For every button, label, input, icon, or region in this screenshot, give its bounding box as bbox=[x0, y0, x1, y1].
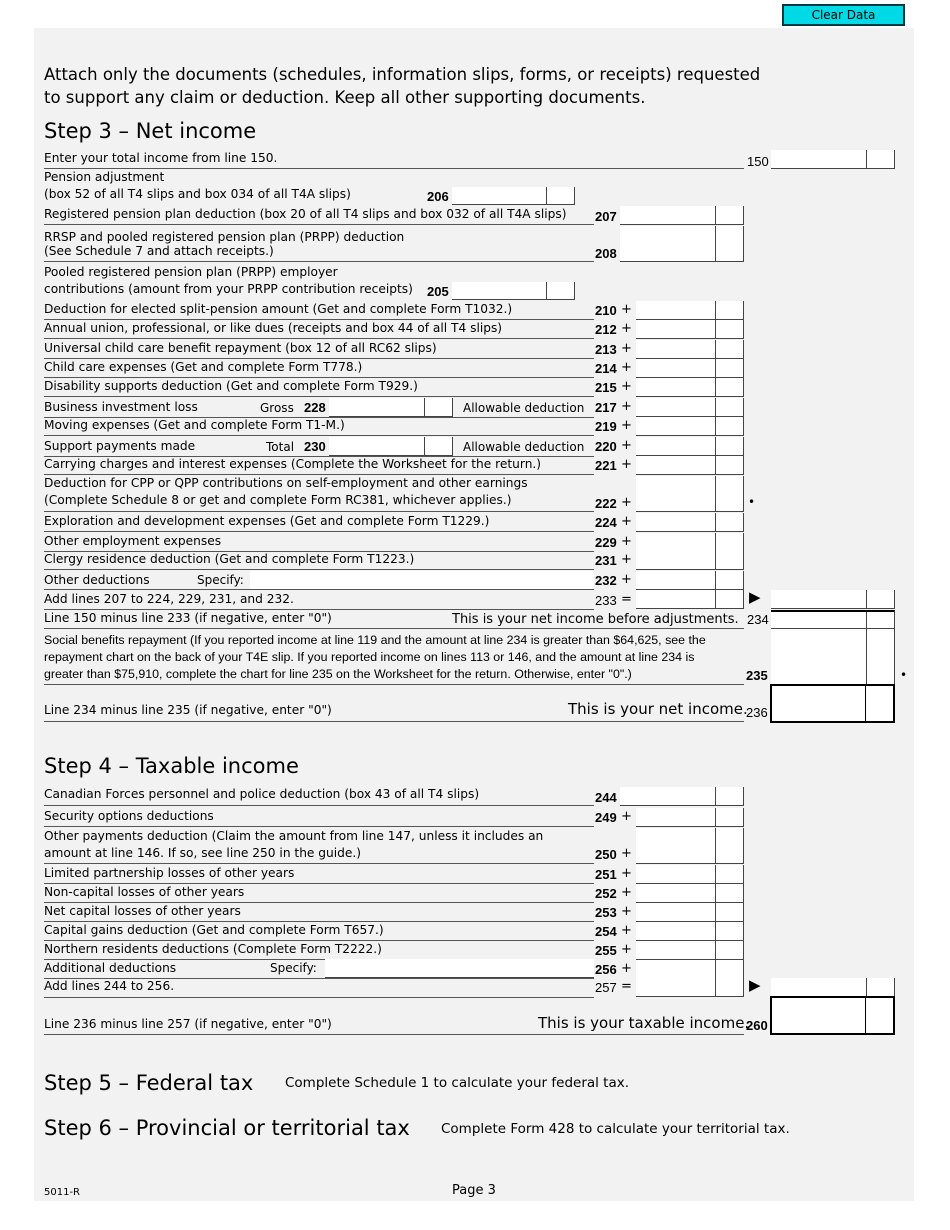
row-rule bbox=[44, 721, 744, 722]
cents-cell[interactable] bbox=[865, 998, 893, 1033]
line-224-input[interactable] bbox=[636, 513, 744, 532]
line-235-label-2: repayment chart on the back of your T4E slip. If you reported income on lines 113 or 146, and the amount at line 234 is bbox=[44, 650, 695, 664]
plus-sign: + bbox=[621, 923, 632, 938]
line-221-input[interactable] bbox=[636, 456, 744, 475]
equals-sign: = bbox=[621, 592, 632, 607]
line-252-code: 252 bbox=[595, 886, 617, 901]
cents-cell[interactable] bbox=[715, 456, 743, 474]
plus-sign: + bbox=[621, 514, 632, 529]
cents-cell[interactable] bbox=[715, 533, 743, 551]
line-257-code: 257 bbox=[595, 980, 617, 995]
line-222-input[interactable] bbox=[636, 476, 744, 512]
line-236-result: This is your net income. bbox=[568, 700, 748, 718]
plus-sign: + bbox=[621, 438, 632, 453]
cents-cell[interactable] bbox=[715, 978, 743, 996]
cents-cell[interactable] bbox=[866, 612, 894, 628]
cents-cell[interactable] bbox=[715, 903, 743, 921]
line-207-code: 207 bbox=[595, 209, 617, 224]
allowable-deduction-label: Allowable deduction bbox=[463, 401, 585, 415]
line-233-code: 233 bbox=[595, 593, 617, 608]
cents-cell[interactable] bbox=[866, 150, 894, 168]
line-260-code: 260 bbox=[746, 1018, 768, 1033]
row-rule bbox=[44, 589, 594, 590]
row-rule bbox=[44, 531, 594, 532]
step5-text: Complete Schedule 1 to calculate your federal tax. bbox=[285, 1075, 630, 1091]
line-249-input[interactable] bbox=[636, 808, 744, 827]
plus-sign: + bbox=[621, 399, 632, 414]
cents-cell[interactable] bbox=[865, 686, 893, 721]
line-221-code: 221 bbox=[595, 458, 617, 473]
plus-sign: + bbox=[621, 457, 632, 472]
specify-label: Specify: bbox=[197, 573, 244, 587]
line-231-code: 231 bbox=[595, 553, 617, 568]
cents-cell[interactable] bbox=[715, 828, 743, 863]
line-235-label-3: greater than $75,910, complete the chart for line 235 on the Worksheet for the return. Otherwise, enter "0".) bbox=[44, 667, 632, 681]
line-236-label: Line 234 minus line 235 (if negative, enter "0") bbox=[44, 703, 332, 717]
cents-cell[interactable] bbox=[424, 398, 452, 416]
specify-label: Specify: bbox=[270, 961, 317, 975]
line-212-label: Annual union, professional, or like dues (receipts and box 44 of all T4 slips) bbox=[44, 321, 503, 335]
line-254-input[interactable] bbox=[636, 922, 744, 941]
line-229-input[interactable] bbox=[636, 533, 744, 552]
cents-cell[interactable] bbox=[866, 590, 894, 608]
line-212-input[interactable] bbox=[636, 320, 744, 339]
plus-sign: + bbox=[621, 495, 632, 510]
line-255-code: 255 bbox=[595, 943, 617, 958]
line-260-input[interactable] bbox=[770, 996, 895, 1035]
line-219-code: 219 bbox=[595, 419, 617, 434]
line-214-label: Child care expenses (Get and complete Form T778.) bbox=[44, 360, 363, 374]
line-256-input[interactable] bbox=[636, 960, 744, 979]
line-232-specify-input[interactable] bbox=[250, 571, 594, 590]
line-222-label-1: Deduction for CPP or QPP contributions on self-employment and other earnings bbox=[44, 476, 528, 490]
line-208-code: 208 bbox=[595, 246, 617, 261]
cents-cell[interactable] bbox=[715, 808, 743, 826]
line-213-code: 213 bbox=[595, 342, 617, 357]
cents-cell[interactable] bbox=[715, 359, 743, 377]
line-234-code: 234 bbox=[747, 612, 769, 627]
line-234-label: Line 150 minus line 233 (if negative, enter "0") bbox=[44, 611, 332, 625]
line-255-input[interactable] bbox=[636, 941, 744, 960]
line-254-code: 254 bbox=[595, 924, 617, 939]
line-207-label: Registered pension plan deduction (box 20 of all T4 slips and box 032 of all T4A slips) bbox=[44, 207, 567, 221]
intro-line-1: Attach only the documents (schedules, information slips, forms, or receipts) requested bbox=[44, 65, 761, 84]
line-232-input[interactable] bbox=[636, 571, 744, 590]
cents-cell[interactable] bbox=[715, 398, 743, 416]
line-235-code: 235 bbox=[746, 668, 768, 683]
line-244-input[interactable] bbox=[620, 787, 744, 806]
plus-sign: + bbox=[621, 942, 632, 957]
line-244-label: Canadian Forces personnel and police deduction (box 43 of all T4 slips) bbox=[44, 787, 480, 801]
line-206-label-1: Pension adjustment bbox=[44, 170, 165, 184]
line-257-input[interactable] bbox=[636, 978, 744, 997]
row-rule bbox=[44, 684, 744, 685]
line-252-label: Non-capital losses of other years bbox=[44, 885, 245, 899]
line-253-label: Net capital losses of other years bbox=[44, 904, 241, 918]
line-256-specify-input[interactable] bbox=[325, 959, 594, 978]
line-251-code: 251 bbox=[595, 867, 617, 882]
line-250-input[interactable] bbox=[636, 828, 744, 864]
form-number: 5011-R bbox=[44, 1187, 81, 1198]
plus-sign: + bbox=[621, 866, 632, 881]
line-255-label: Northern residents deductions (Complete Form T2222.) bbox=[44, 942, 382, 956]
plus-sign: + bbox=[621, 321, 632, 336]
line-213-input[interactable] bbox=[636, 340, 744, 359]
step3-title: Step 3 – Net income bbox=[44, 119, 257, 143]
cents-cell[interactable] bbox=[715, 922, 743, 940]
line-234-input[interactable] bbox=[771, 610, 895, 629]
line-215-label: Disability supports deduction (Get and complete Form T929.) bbox=[44, 379, 418, 393]
cents-cell[interactable] bbox=[715, 226, 743, 261]
line-250-label-1: Other payments deduction (Claim the amount from line 147, unless it includes an bbox=[44, 829, 544, 843]
row-rule bbox=[44, 224, 594, 225]
line-219-input[interactable] bbox=[636, 417, 744, 436]
line-231-label: Clergy residence deduction (Get and complete Form T1223.) bbox=[44, 552, 415, 566]
cents-cell[interactable] bbox=[715, 590, 743, 608]
line-260-label: Line 236 minus line 257 (if negative, enter "0") bbox=[44, 1017, 332, 1031]
line-251-input[interactable] bbox=[636, 865, 744, 884]
line-206-input[interactable] bbox=[452, 187, 575, 205]
line-228-code: 228 bbox=[304, 400, 326, 415]
line-256-label: Additional deductions bbox=[44, 961, 177, 975]
line-220-label: Support payments made bbox=[44, 439, 196, 453]
clear-data-button[interactable]: Clear Data bbox=[782, 4, 905, 26]
plus-sign: + bbox=[621, 846, 632, 861]
line-210-input[interactable] bbox=[636, 301, 744, 320]
line-222-label-2: (Complete Schedule 8 or get and complete Form RC381, whichever applies.) bbox=[44, 493, 512, 507]
line-232-code: 232 bbox=[595, 573, 617, 588]
cents-cell[interactable] bbox=[715, 941, 743, 959]
plus-sign: + bbox=[621, 302, 632, 317]
line-205-label-2: contributions (amount from your PRPP contribution receipts) bbox=[44, 282, 413, 296]
line-210-code: 210 bbox=[595, 303, 617, 318]
cents-cell[interactable] bbox=[715, 571, 743, 589]
line-217-input[interactable] bbox=[636, 398, 744, 417]
cents-cell[interactable] bbox=[715, 437, 743, 455]
line-232-label: Other deductions bbox=[44, 573, 150, 587]
cents-cell[interactable] bbox=[546, 282, 574, 299]
row-rule bbox=[44, 338, 594, 339]
plus-sign: + bbox=[621, 341, 632, 356]
line-229-label: Other employment expenses bbox=[44, 534, 222, 548]
row-rule bbox=[44, 826, 594, 827]
line-212-code: 212 bbox=[595, 322, 617, 337]
line-252-input[interactable] bbox=[636, 884, 744, 903]
line-251-label: Limited partnership losses of other years bbox=[44, 866, 295, 880]
line-230-input[interactable] bbox=[329, 437, 453, 456]
line-253-code: 253 bbox=[595, 905, 617, 920]
step6-text: Complete Form 428 to calculate your territorial tax. bbox=[441, 1121, 790, 1137]
line-217-label: Business investment loss bbox=[44, 400, 198, 414]
cents-cell[interactable] bbox=[424, 437, 452, 455]
intro-line-2: to support any claim or deduction. Keep all other supporting documents. bbox=[44, 88, 646, 107]
bullet-marker: • bbox=[748, 495, 756, 509]
line-257-label: Add lines 244 to 256. bbox=[44, 979, 175, 993]
cents-cell[interactable] bbox=[715, 340, 743, 358]
equals-sign: = bbox=[621, 979, 632, 994]
row-rule bbox=[44, 1034, 744, 1035]
plus-sign: + bbox=[621, 379, 632, 394]
line-208-label-1: RRSP and pooled registered pension plan (PRPP) deduction bbox=[44, 230, 405, 244]
row-rule bbox=[44, 511, 594, 512]
line-220-input[interactable] bbox=[636, 437, 744, 456]
cents-cell[interactable] bbox=[715, 417, 743, 435]
line-260-result: This is your taxable income. bbox=[538, 1014, 750, 1032]
line-257-carry-input[interactable] bbox=[771, 978, 895, 997]
cents-cell[interactable] bbox=[715, 884, 743, 902]
line-205-input[interactable] bbox=[452, 282, 575, 300]
line-231-input[interactable] bbox=[636, 551, 744, 570]
line-249-label: Security options deductions bbox=[44, 809, 214, 823]
line-215-input[interactable] bbox=[636, 378, 744, 397]
line-206-code: 206 bbox=[427, 189, 449, 204]
cents-cell[interactable] bbox=[715, 206, 743, 224]
line-208-label-2: (See Schedule 7 and attach receipts.) bbox=[44, 244, 274, 258]
line-215-code: 215 bbox=[595, 380, 617, 395]
cents-cell[interactable] bbox=[715, 301, 743, 319]
plus-sign: + bbox=[621, 552, 632, 567]
plus-sign: + bbox=[621, 572, 632, 587]
cents-cell[interactable] bbox=[546, 187, 574, 204]
line-224-code: 224 bbox=[595, 515, 617, 530]
line-206-label-2: (box 52 of all T4 slips and box 034 of all T4A slips) bbox=[44, 187, 351, 201]
step6-title: Step 6 – Provincial or territorial tax bbox=[44, 1116, 410, 1140]
line-150-label: Enter your total income from line 150. bbox=[44, 151, 278, 165]
plus-sign: + bbox=[621, 418, 632, 433]
line-150-input[interactable] bbox=[771, 150, 895, 169]
line-230-code: 230 bbox=[304, 439, 326, 454]
cents-cell[interactable] bbox=[715, 513, 743, 531]
bullet-marker: • bbox=[900, 668, 908, 682]
row-rule bbox=[44, 435, 594, 436]
arrow-right-icon: ▶ bbox=[749, 976, 761, 994]
step4-title: Step 4 – Taxable income bbox=[44, 754, 299, 778]
line-213-label: Universal child care benefit repayment (box 12 of all RC62 slips) bbox=[44, 341, 437, 355]
row-rule bbox=[44, 863, 594, 864]
plus-sign: + bbox=[621, 885, 632, 900]
plus-sign: + bbox=[621, 534, 632, 549]
line-217-code: 217 bbox=[595, 400, 617, 415]
row-rule bbox=[44, 396, 594, 397]
line-235-input[interactable] bbox=[771, 629, 895, 685]
cents-cell[interactable] bbox=[715, 865, 743, 883]
line-256-code: 256 bbox=[595, 962, 617, 977]
arrow-right-icon: ▶ bbox=[749, 588, 761, 606]
line-207-input[interactable] bbox=[620, 206, 744, 225]
line-236-input[interactable] bbox=[770, 684, 895, 723]
line-205-code: 205 bbox=[427, 284, 449, 299]
gross-label: Gross bbox=[260, 401, 294, 415]
line-150-code: 150 bbox=[747, 154, 769, 169]
line-236-code: 236 bbox=[746, 705, 768, 720]
line-234-result: This is your net income before adjustments. bbox=[452, 612, 739, 627]
plus-sign: + bbox=[621, 961, 632, 976]
line-250-code: 250 bbox=[595, 847, 617, 862]
line-210-label: Deduction for elected split-pension amount (Get and complete Form T1032.) bbox=[44, 302, 513, 316]
cents-cell[interactable] bbox=[715, 960, 743, 978]
line-222-code: 222 bbox=[595, 496, 617, 511]
line-221-label: Carrying charges and interest expenses (Complete the Worksheet for the return.) bbox=[44, 457, 542, 471]
total-label: Total bbox=[266, 440, 295, 454]
line-205-label-1: Pooled registered pension plan (PRPP) employer bbox=[44, 265, 338, 279]
cents-cell[interactable] bbox=[715, 378, 743, 396]
intro-text bbox=[44, 63, 760, 109]
cents-cell[interactable] bbox=[866, 629, 894, 684]
cents-cell[interactable] bbox=[715, 476, 743, 511]
line-233-input[interactable] bbox=[636, 590, 744, 609]
line-235-label-1: Social benefits repayment (If you reported income at line 119 and the amount at line 234 is greater than $64,625, see the bbox=[44, 633, 706, 647]
line-208-input[interactable] bbox=[620, 226, 744, 262]
line-228-input[interactable] bbox=[329, 398, 453, 417]
row-rule bbox=[44, 628, 744, 629]
row-rule bbox=[44, 805, 594, 806]
line-254-label: Capital gains deduction (Get and complete Form T657.) bbox=[44, 923, 384, 937]
step5-title: Step 5 – Federal tax bbox=[44, 1071, 254, 1095]
line-250-label-2: amount at line 146. If so, see line 250 in the guide.) bbox=[44, 846, 362, 860]
line-233-carry-input[interactable] bbox=[771, 590, 895, 609]
line-219-label: Moving expenses (Get and complete Form T1-M.) bbox=[44, 418, 345, 432]
line-214-code: 214 bbox=[595, 361, 617, 376]
cents-cell[interactable] bbox=[866, 978, 894, 996]
plus-sign: + bbox=[621, 904, 632, 919]
cents-cell[interactable] bbox=[715, 551, 743, 569]
line-220-code: 220 bbox=[595, 439, 617, 454]
line-229-code: 229 bbox=[595, 535, 617, 550]
line-249-code: 249 bbox=[595, 810, 617, 825]
row-rule bbox=[44, 569, 594, 570]
plus-sign: + bbox=[621, 360, 632, 375]
line-214-input[interactable] bbox=[636, 359, 744, 378]
cents-cell[interactable] bbox=[715, 320, 743, 338]
row-rule bbox=[44, 997, 594, 998]
page-number: Page 3 bbox=[452, 1183, 496, 1198]
row-rule bbox=[44, 261, 594, 262]
line-233-label: Add lines 207 to 224, 229, 231, and 232. bbox=[44, 592, 294, 606]
plus-sign: + bbox=[621, 809, 632, 824]
allowable-deduction-label: Allowable deduction bbox=[463, 440, 585, 454]
line-253-input[interactable] bbox=[636, 903, 744, 922]
line-224-label: Exploration and development expenses (Get and complete Form T1229.) bbox=[44, 514, 490, 528]
cents-cell[interactable] bbox=[715, 787, 743, 805]
line-244-code: 244 bbox=[595, 790, 617, 805]
